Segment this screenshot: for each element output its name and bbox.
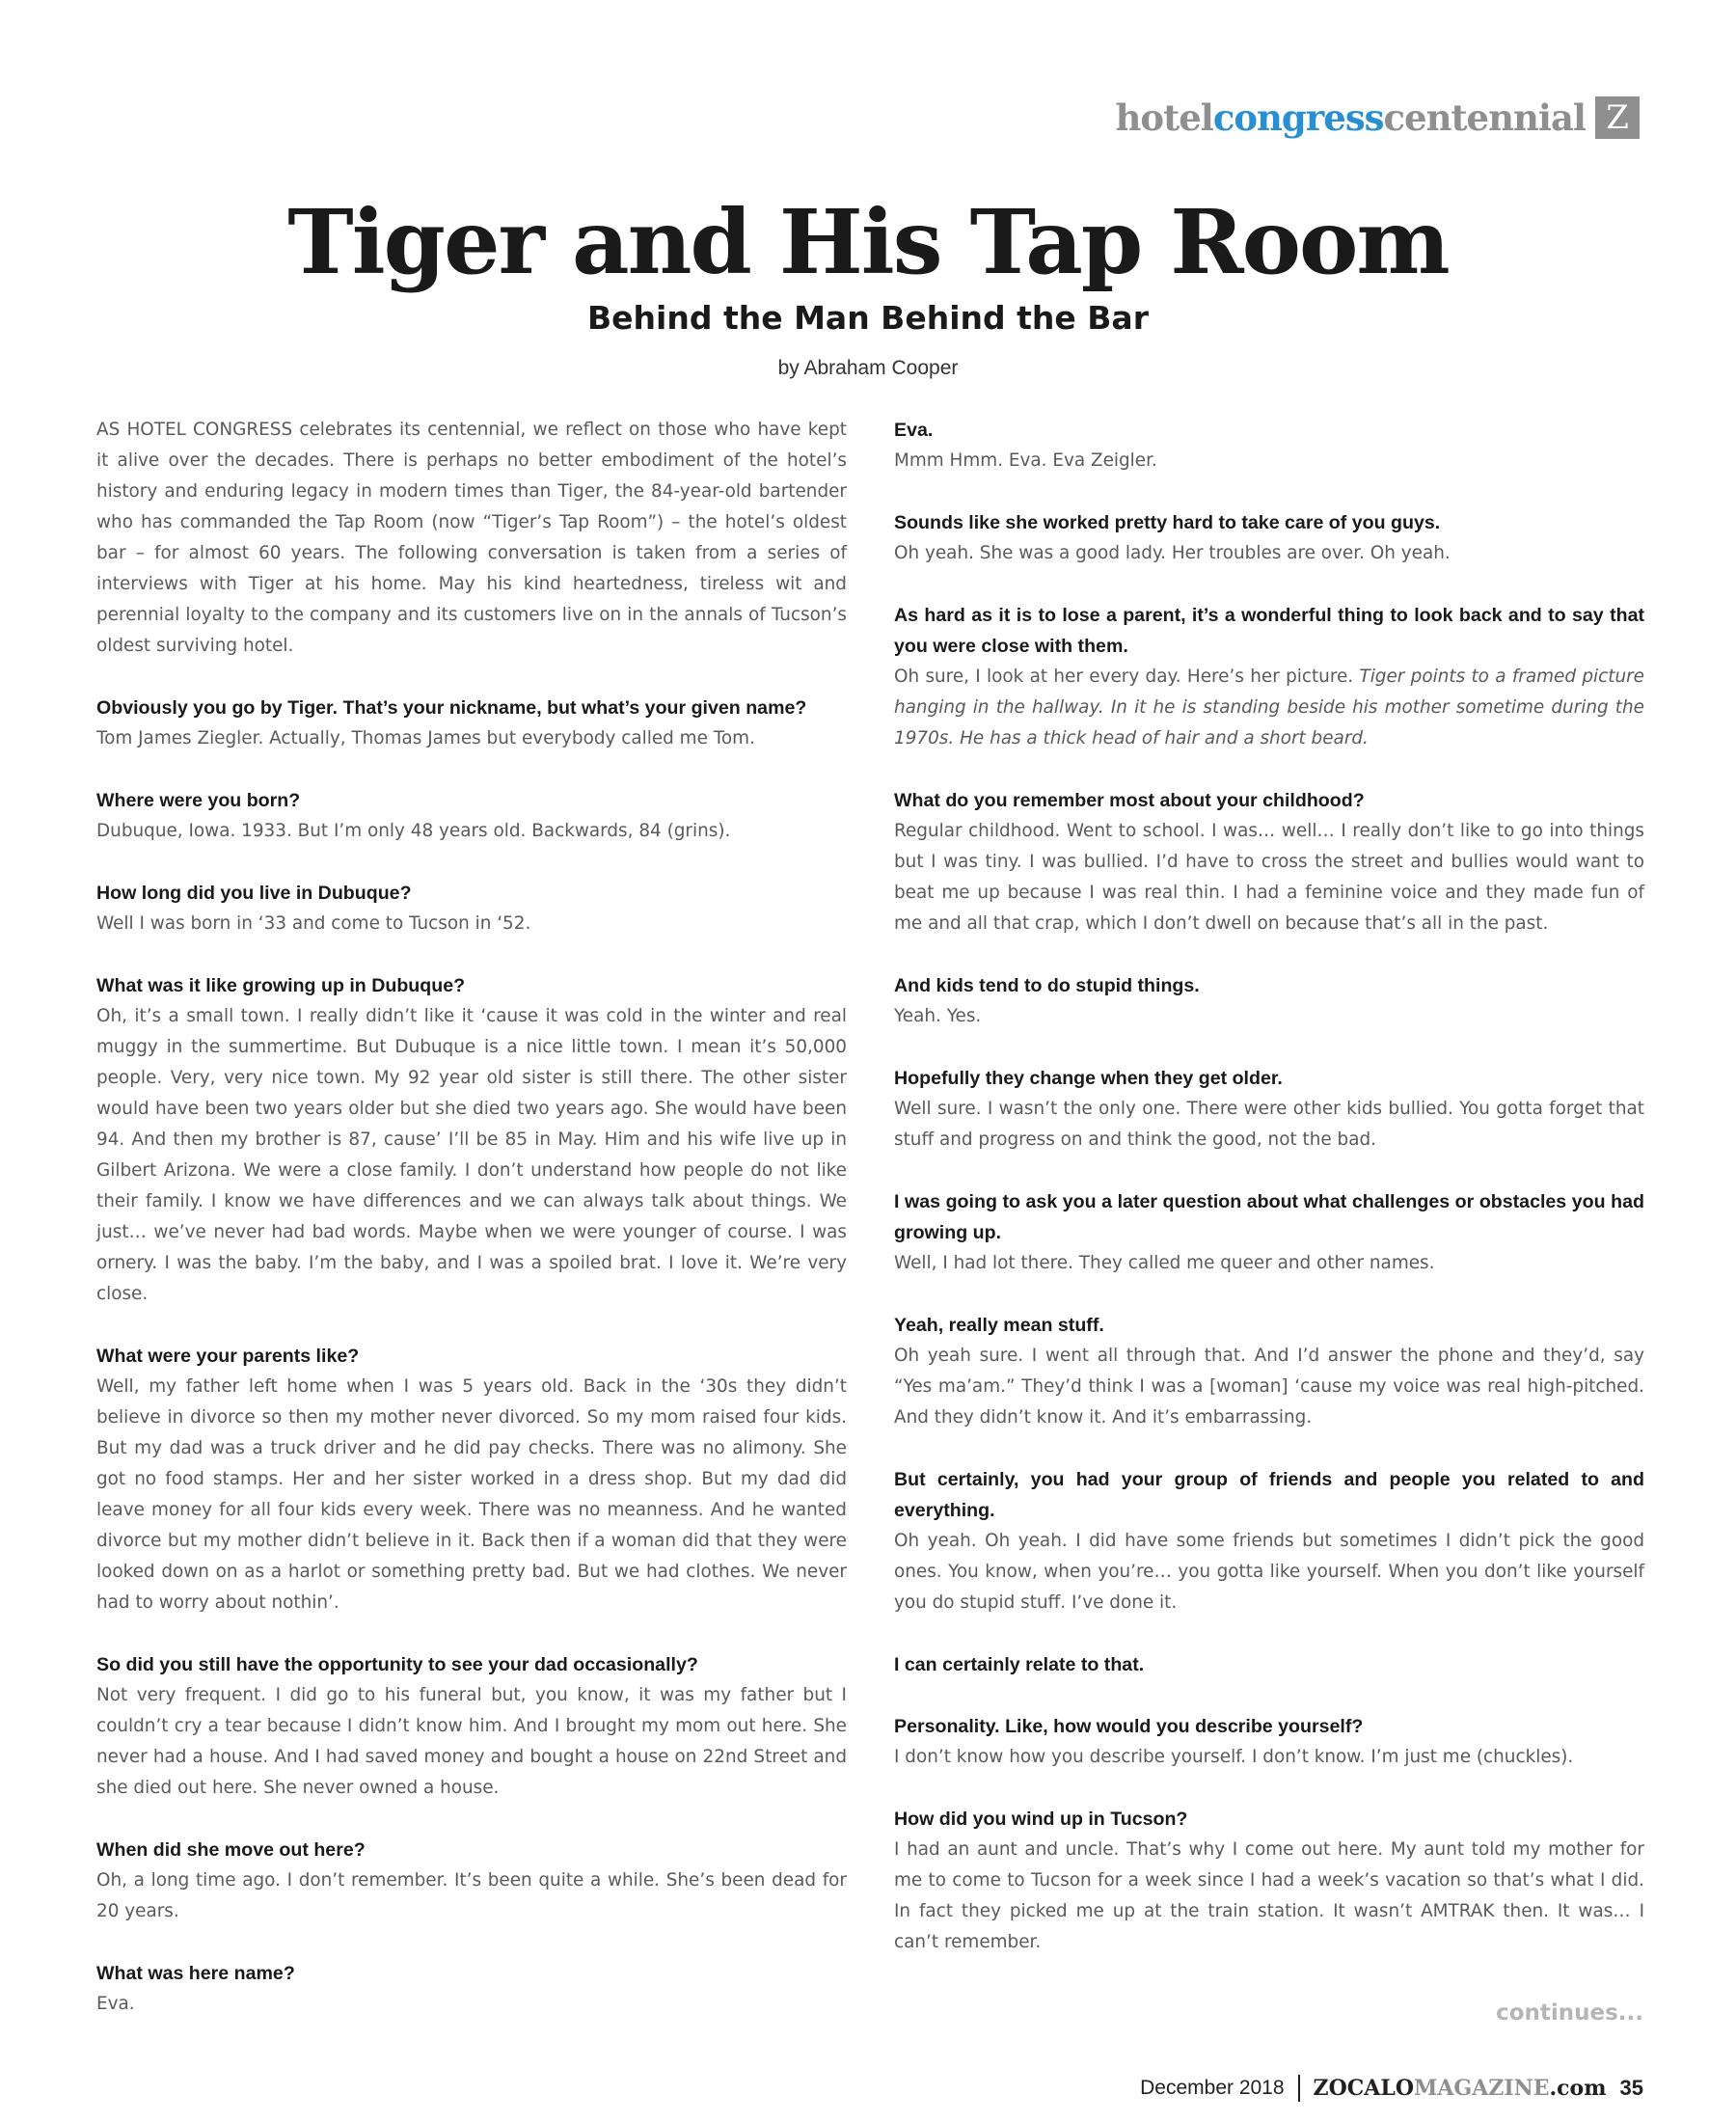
answer: Well, my father left home when I was 5 years old. Back in the ‘30s they didn’t believe in divorce so then my mother never divorced. So my mom raised four kids. But my dad was a truck driver and he did pay checks. There was no alimony. She got no food stamps. Her and her sister worked in a dress shop. But my dad did leave money for all four kids every week. There was no meanness. And he wanted divorce but my mother didn’t believe in it. Back then if a woman did that they were looked down on as a harlot or something pretty bad. But we had clothes. We never had to worry about nothin’. [96,1376,847,1613]
question: What do you remember most about your childhood? [894,790,1365,811]
question: Personality. Like, how would you describe yourself? [894,1716,1364,1737]
answer: Dubuque, Iowa. 1933. But I’m only 48 years old. Backwards, 84 (grins). [96,821,731,841]
magazine-site [1314,2076,1607,2101]
question: But certainly, you had your group of friends and people you related to and everything. [894,1469,1644,1521]
answer: Not very frequent. I did go to his funeral but, you know, it was my father but I couldn’t cry a tear because I didn’t know him. And I brought my mom out here. She never had a house. And I had saved money and bought a house on 22nd Street and she died out here. She never owned a house. [96,1685,847,1798]
answer: Oh yeah. She was a good lady. Her troubles are over. Oh yeah. [894,543,1451,563]
question: I can certainly relate to that. [894,1654,1145,1675]
answer-with-note [894,662,1644,754]
question: When did she move out here? [96,1839,366,1861]
qa-item [96,878,847,939]
qa-item [96,693,847,754]
qa-item [894,1063,1644,1156]
site-part-com: .com [1549,2076,1607,2101]
qa-item [96,1341,847,1619]
qa-item [894,1649,1644,1680]
qa-item [894,415,1644,476]
answer: Well, I had lot there. They called me queer and other names. [894,1253,1435,1273]
question: What was here name? [96,1963,295,1984]
question: How long did you live in Dubuque? [96,883,412,904]
question: Where were you born? [96,790,301,811]
qa-item [96,1649,847,1804]
section-header [1116,96,1640,139]
qa-item [96,970,847,1310]
section-brand [1115,95,1586,139]
page-footer [1140,2074,1643,2103]
answer: Oh, it’s a small town. I really didn’t like it ‘cause it was cold in the winter and real muggy in the summertime. But Dubuque is a nice little town. I mean it’s 50,000 people. Very, very nice town. My 92 year old sister is still there. The other sister would have been two years older but she died two years ago. She would have been 94. And then my brother is 87, cause’ I’ll be 85 in May. Him and his wife live up in Gilbert Arizona. We were a close family. I don’t understand how people do not like their family. I know we have differences and we can always talk about things. We just… we’ve never had bad words. Maybe when we were younger of course. I was ornery. I was the baby. I’m the baby, and I was a spoiled brat. I love it. We’re very close. [96,1006,847,1304]
qa-item [894,785,1644,939]
footer-divider [1298,2075,1300,2102]
answer: Oh, a long time ago. I don’t remember. It’s been quite a while. She’s been dead for 20 years. [96,1870,847,1921]
qa-item [894,1464,1644,1619]
answer: I had an aunt and uncle. That’s why I come out here. My aunt told my mother for me to come to Tucson for a week since I had a week’s vacation so that’s what I did. In fact they picked me up at the train station. It wasn’t AMTRAK then. It was… I can’t remember. [894,1839,1644,1952]
answer: Yeah. Yes. [894,1006,982,1026]
article-title: Tiger and His Tap Room [287,190,1449,294]
qa-item [894,970,1644,1032]
qa-item [894,507,1644,569]
right-column [894,415,1644,1989]
question: Yeah, really mean stuff. [894,1315,1104,1336]
question: I was going to ask you a later question about what challenges or obstacles you had growing up. [894,1191,1644,1243]
question: How did you wind up in Tucson? [894,1809,1188,1830]
qa-item [894,1804,1644,1958]
brand-part-congress: congress [1212,95,1384,139]
qa-item [894,600,1644,754]
brand-part-hotel: hotel [1115,95,1213,139]
answer: Tom James Ziegler. Actually, Thomas James but everybody called me Tom. [96,728,755,748]
question: Obviously you go by Tiger. That’s your nickname, but what’s your given name? [96,697,807,719]
qa-item [96,1835,847,1927]
qa-item [96,1958,847,2020]
answer: I don’t know how you describe yourself. I don’t know. I’m just me (chuckles). [894,1747,1574,1767]
article-subtitle: Behind the Man Behind the Bar [587,299,1149,337]
brand-part-centennial: centennial [1383,95,1586,139]
question: So did you still have the opportunity to see your dad occasionally? [96,1654,698,1675]
answer: Oh yeah sure. I went all through that. And I’d answer the phone and they’d, say “Yes ma’am.” They’d think I was a [woman] ‘cause my voice was real high-pitched. And they didn’t know it. And it’s embarrassing. [894,1346,1644,1428]
qa-item [894,1186,1644,1279]
qa-item [96,785,847,847]
question: And kids tend to do stupid things. [894,975,1200,996]
site-part-magazine: MAGAZINE [1413,2076,1550,2101]
question: What was it like growing up in Dubuque? [96,975,466,996]
answer: Mmm Hmm. Eva. Eva Zeigler. [894,450,1157,471]
question: Eva. [894,420,934,441]
qa-item [894,1310,1644,1433]
question: What were your parents like? [96,1346,360,1367]
answer: Regular childhood. Went to school. I was… well… I really don’t like to go into things but I was tiny. I was bullied. I’d have to cross the street and bullies would want to beat me up because I was real thin. I had a feminine voice and they made fun of me and all that crap, which I don’t dwell on because that’s all in the past. [894,821,1644,934]
question: As hard as it is to lose a parent, it’s a wonderful thing to look back and to say that you were close with them. [894,605,1644,657]
answer: Eva. [96,1994,135,2014]
answer: Well I was born in ‘33 and come to Tucson in ‘52. [96,913,531,934]
answer: Well sure. I wasn’t the only one. There were other kids bullied. You gotta forget that stuff and progress on and think the good, not the bad. [894,1099,1644,1150]
left-column [96,415,847,2051]
qa-item [894,1711,1644,1773]
z-logo-badge: Z [1595,96,1640,139]
editorial-note: Tiger points to a framed picture hanging in the hallway. In it he is standing beside his mother sometime during the 1970s. He has a thick head of hair and a short beard. [894,667,1644,748]
answer: Oh yeah. Oh yeah. I did have some friends but sometimes I didn’t pick the good ones. You know, when you’re… you gotta like yourself. When you don’t like yourself you do stupid stuff. I’ve done it. [894,1531,1644,1613]
issue-date: December 2018 [1140,2077,1285,2099]
article-byline: by Abraham Cooper [777,357,959,379]
article-intro: AS HOTEL CONGRESS celebrates its centennial, we reflect on those who have kept it alive over the decades. There is perhaps no better embodiment of the hotel’s history and enduring legacy in modern times than Tiger, the 84-year-old bartender who has commanded the Tap Room (now “Tiger’s Tap Room”) – the hotel’s oldest bar – for almost 60 years. The following conversation is taken from a series of interviews with Tiger at his home. May his kind heartedness, tireless wit and perennial loyalty to the company and its customers live on in the annals of Tucson’s oldest surviving hotel. [96,420,847,656]
question: Sounds like she worked pretty hard to take care of you guys. [894,512,1441,533]
answer: Oh sure, I look at her every day. Here’s her picture. [894,667,1354,687]
question: Hopefully they change when they get older. [894,1068,1283,1089]
page-number: 35 [1619,2076,1643,2100]
continues-label: continues... [1496,2000,1643,2026]
site-part-zocalo: ZOCALO [1313,2076,1414,2101]
